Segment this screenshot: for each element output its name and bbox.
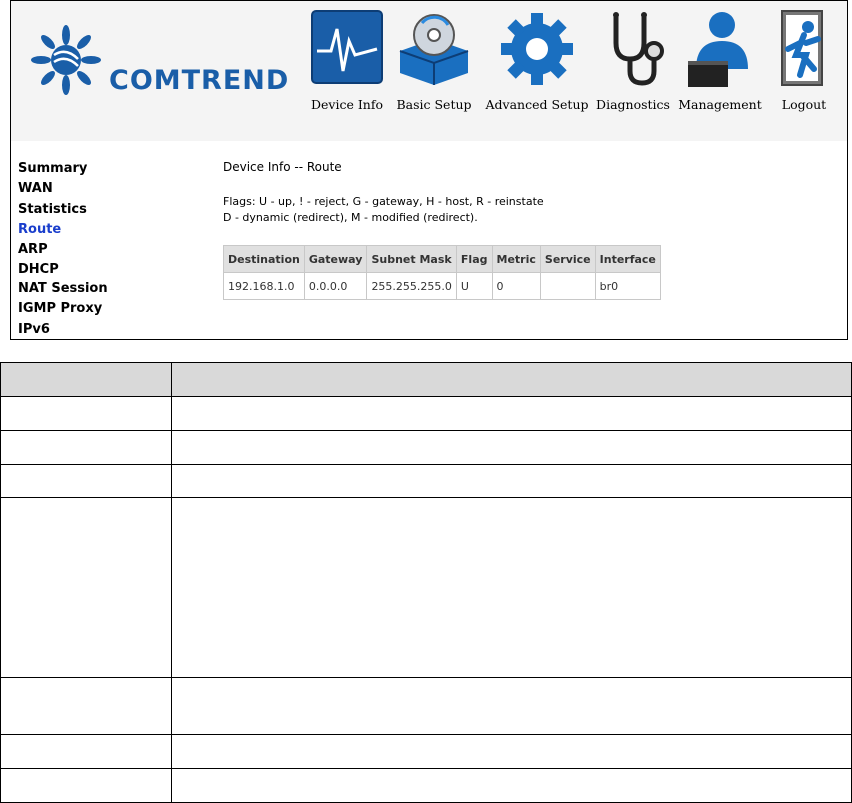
sidebar-item-igmp-proxy[interactable]: IGMP Proxy <box>18 301 103 316</box>
table-row <box>224 273 661 300</box>
route-table <box>223 245 661 300</box>
column-header-subnet-mask: Subnet Mask <box>367 246 456 273</box>
nav-label: Advanced Setup <box>485 97 589 112</box>
nav-device-info[interactable] <box>307 9 387 119</box>
cell-subnet-mask: 255.255.255.0 <box>367 273 456 300</box>
sidebar-item-nat-session[interactable]: NAT Session <box>18 281 108 296</box>
description-cell <box>1 465 172 498</box>
main-content <box>175 144 847 339</box>
column-header-gateway: Gateway <box>304 246 367 273</box>
table-header-row <box>224 246 661 273</box>
sidebar-item-wan[interactable]: WAN <box>18 181 53 196</box>
description-cell <box>1 397 172 431</box>
table-row <box>1 397 852 431</box>
description-cell <box>1 431 172 465</box>
description-cell <box>172 769 852 803</box>
sidebar-item-arp[interactable]: ARP <box>18 242 48 257</box>
nav-label: Management <box>678 97 762 112</box>
comtrend-swirl-icon <box>21 7 111 107</box>
description-cell <box>172 431 852 465</box>
description-cell <box>1 498 172 678</box>
stethoscope-icon <box>598 9 668 89</box>
nav-label: Basic Setup <box>396 97 472 112</box>
description-header-cell <box>172 363 852 397</box>
column-header-metric: Metric <box>492 246 540 273</box>
nav-advanced-setup[interactable] <box>487 9 587 119</box>
flags-legend-line-2: D - dynamic (redirect), M - modified (redirect). <box>223 211 478 224</box>
cell-destination: 192.168.1.0 <box>224 273 305 300</box>
description-header-cell <box>1 363 172 397</box>
advanced-setup-icon <box>497 9 577 89</box>
description-table <box>0 362 852 803</box>
description-cell <box>172 397 852 431</box>
description-cell <box>1 735 172 769</box>
header <box>11 1 847 141</box>
sidebar-item-ipv6[interactable]: IPv6 <box>18 322 50 337</box>
description-header-row <box>1 363 852 397</box>
nav-label: Device Info <box>311 97 383 112</box>
sidebar-item-summary[interactable]: Summary <box>18 161 88 176</box>
sidebar-item-route[interactable]: Route <box>18 222 62 237</box>
sidebar-item-statistics[interactable]: Statistics <box>18 202 87 217</box>
description-cell <box>172 678 852 735</box>
basic-setup-icon <box>394 9 474 87</box>
device-info-icon <box>309 9 385 87</box>
nav-basic-setup[interactable] <box>393 9 475 119</box>
cell-flag: U <box>456 273 492 300</box>
column-header-flag: Flag <box>456 246 492 273</box>
column-header-interface: Interface <box>595 246 660 273</box>
table-row <box>1 431 852 465</box>
nav-label: Diagnostics <box>596 97 670 112</box>
description-cell <box>1 678 172 735</box>
description-cell <box>172 735 852 769</box>
comtrend-logo[interactable] <box>21 7 301 107</box>
sidebar <box>11 151 175 339</box>
router-screenshot <box>10 0 848 340</box>
nav-logout[interactable] <box>773 9 835 119</box>
brand-name: COMTREND <box>109 65 290 96</box>
description-cell <box>172 498 852 678</box>
management-icon <box>680 9 760 89</box>
table-row <box>1 769 852 803</box>
cell-interface: br0 <box>595 273 660 300</box>
description-cell <box>172 465 852 498</box>
sidebar-item-dhcp[interactable]: DHCP <box>18 262 59 277</box>
description-cell <box>1 769 172 803</box>
page-title: Device Info -- Route <box>223 160 342 174</box>
column-header-service: Service <box>540 246 595 273</box>
column-header-destination: Destination <box>224 246 305 273</box>
table-row <box>1 735 852 769</box>
logout-icon <box>776 9 832 89</box>
table-row <box>1 678 852 735</box>
nav-label: Logout <box>781 97 827 112</box>
cell-metric: 0 <box>492 273 540 300</box>
table-row <box>1 498 852 678</box>
table-row <box>1 465 852 498</box>
cell-service <box>540 273 595 300</box>
flags-legend-line-1: Flags: U - up, ! - reject, G - gateway, H - host, R - reinstate <box>223 195 544 208</box>
nav-diagnostics[interactable] <box>597 9 669 119</box>
nav-management[interactable] <box>679 9 761 119</box>
cell-gateway: 0.0.0.0 <box>304 273 367 300</box>
